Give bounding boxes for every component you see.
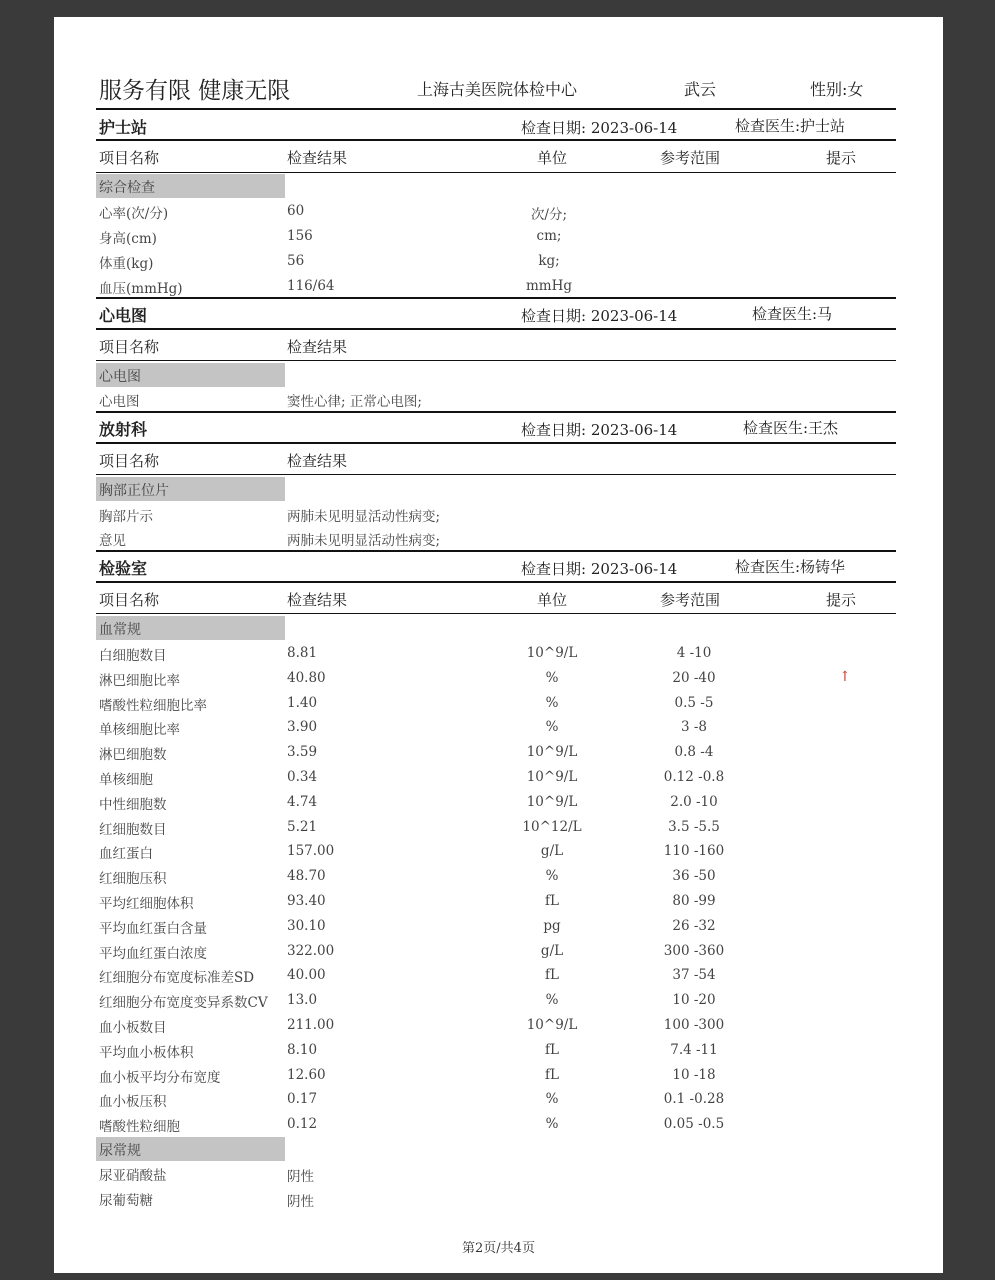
row-result: 8.81 [287,645,318,661]
row-range: 36 -50 [672,868,716,884]
row-result: 13.0 [287,992,318,1008]
section-title-lab: 检验室 [99,559,148,578]
row-result: 48.70 [287,868,326,884]
exam-date: 检查日期: 2023-06-14 [521,119,678,137]
row-unit: 10^9/L [526,769,578,785]
row-result: 3.59 [287,744,318,760]
row-result: 56 [287,253,305,269]
exam-doctor: 检查医生:王杰 [743,419,839,437]
row-unit: % [545,1091,559,1107]
row-unit: fL [545,967,559,983]
divider [96,442,896,444]
row-result: 两肺未见明显活动性病变; [287,509,441,525]
row-range: 3.5 -5.5 [668,819,720,835]
row-unit: % [545,670,559,686]
divider [96,172,896,173]
group-label: 综合检查 [96,174,285,198]
row-unit: fL [545,1042,559,1058]
row-range: 100 -300 [663,1017,725,1033]
divider [96,139,896,141]
row-result: 156 [287,228,313,244]
group-label: 心电图 [96,363,285,387]
row-result: 211.00 [287,1017,335,1033]
row-result: 12.60 [287,1067,326,1083]
exam-date: 检查日期: 2023-06-14 [521,307,678,325]
row-result: 两肺未见明显活动性病变; [287,533,441,549]
row-result: 322.00 [287,943,335,959]
row-range: 20 -40 [672,670,716,686]
group-label: 尿常规 [96,1137,285,1161]
row-name: 血小板平均分布宽度 [99,1070,221,1086]
row-result: 60 [287,203,305,219]
row-range: 2.0 -10 [670,794,718,810]
row-name: 淋巴细胞数 [99,747,167,763]
row-name: 红细胞数目 [99,822,167,838]
row-name: 红细胞压积 [99,871,167,887]
row-range: 37 -54 [672,967,716,983]
column-header-range: 参考范围 [660,591,721,609]
row-unit: g/L [540,843,564,859]
row-range: 10 -18 [672,1067,716,1083]
row-range: 80 -99 [672,893,716,909]
row-name: 尿亚硝酸盐 [99,1168,167,1184]
column-header-result: 检查结果 [287,149,348,167]
row-range: 10 -20 [672,992,716,1008]
row-name: 单核细胞比率 [99,722,180,738]
row-result: 阴性 [287,1194,314,1210]
column-header-unit: 单位 [537,149,568,167]
row-name: 心电图 [99,394,140,410]
column-header-item: 项目名称 [99,591,160,609]
row-name: 平均血红蛋白含量 [99,921,207,937]
group-label: 血常规 [96,616,285,640]
group-label: 胸部正位片 [96,477,285,501]
row-range: 0.12 -0.8 [663,769,725,785]
exam-doctor: 检查医生:马 [752,305,833,323]
row-name: 心率(次/分) [99,206,169,222]
row-range: 26 -32 [672,918,716,934]
row-result: 1.40 [287,695,318,711]
row-result: 0.12 [287,1116,318,1132]
row-flag: ↑ [839,669,851,685]
row-result: 阴性 [287,1169,314,1185]
row-unit: % [545,695,559,711]
row-result: 116/64 [287,278,335,294]
row-range: 7.4 -11 [670,1042,718,1058]
row-range: 3 -8 [680,719,708,735]
exam-doctor: 检查医生:护士站 [735,117,846,135]
column-header-result: 检查结果 [287,338,348,356]
row-unit: 10^9/L [526,645,578,661]
row-range: 0.05 -0.5 [663,1116,725,1132]
row-result: 窦性心律; 正常心电图; [287,394,422,410]
row-range: 0.1 -0.28 [663,1091,725,1107]
row-range: 300 -360 [663,943,725,959]
row-name: 单核细胞 [99,772,153,788]
row-unit: fL [545,893,559,909]
section-title-radiology: 放射科 [99,420,148,439]
row-name: 血压(mmHg) [99,281,183,297]
row-unit: % [545,1116,559,1132]
row-unit: fL [545,1067,559,1083]
row-unit: 10^9/L [526,794,578,810]
row-name: 红细胞分布宽度变异系数CV [99,995,268,1011]
column-header-item: 项目名称 [99,338,160,356]
row-name: 胸部片示 [99,509,153,525]
divider [96,581,896,583]
row-unit: 10^9/L [526,744,578,760]
divider [96,360,896,361]
row-unit: % [545,719,559,735]
row-name: 嗜酸性粒细胞 [99,1119,180,1135]
column-header-flag: 提示 [826,591,857,609]
row-name: 红细胞分布宽度标准差SD [99,970,255,986]
exam-doctor: 检查医生:杨铸华 [735,558,846,576]
divider [96,474,896,475]
row-unit: % [545,992,559,1008]
row-range: 0.8 -4 [674,744,714,760]
row-name: 血红蛋白 [99,846,153,862]
divider [96,108,896,110]
row-result: 93.40 [287,893,326,909]
row-result: 30.10 [287,918,326,934]
row-unit: pg [543,918,561,934]
row-result: 157.00 [287,843,335,859]
column-header-item: 项目名称 [99,149,160,167]
row-name: 白细胞数目 [99,648,167,664]
row-name: 平均血红蛋白浓度 [99,946,207,962]
row-result: 40.00 [287,967,326,983]
row-name: 淋巴细胞比率 [99,673,180,689]
row-unit: g/L [540,943,564,959]
divider [96,613,896,614]
row-unit: kg; [538,253,560,269]
row-result: 5.21 [287,819,318,835]
divider [96,328,896,330]
row-unit: % [545,868,559,884]
row-name: 身高(cm) [99,231,157,247]
row-name: 尿葡萄糖 [99,1193,153,1209]
column-header-range: 参考范围 [660,149,721,167]
row-unit: mmHg [525,278,573,294]
section-title-nurse: 护士站 [99,118,148,137]
row-name: 血小板压积 [99,1094,167,1110]
row-name: 平均红细胞体积 [99,896,194,912]
column-header-result: 检查结果 [287,591,348,609]
row-result: 4.74 [287,794,318,810]
slogan: 服务有限 健康无限 [99,78,291,104]
row-name: 血小板数目 [99,1020,167,1036]
row-result: 0.17 [287,1091,318,1107]
hospital-name: 上海古美医院体检中心 [417,80,578,99]
divider [96,411,896,413]
row-name: 嗜酸性粒细胞比率 [99,698,207,714]
column-header-flag: 提示 [826,149,857,167]
page-number: 第2页/共4页 [462,1241,535,1256]
row-unit: 10^9/L [526,1017,578,1033]
patient-name: 武云 [684,80,717,99]
section-title-ecg: 心电图 [99,306,148,325]
exam-date: 检查日期: 2023-06-14 [521,560,678,578]
row-unit: 次/分; [530,207,568,223]
row-result: 0.34 [287,769,318,785]
divider [96,550,896,552]
column-header-item: 项目名称 [99,452,160,470]
row-name: 意见 [99,533,126,549]
column-header-unit: 单位 [537,591,568,609]
row-name: 中性细胞数 [99,797,167,813]
row-unit: 10^12/L [522,819,582,835]
row-range: 0.5 -5 [674,695,714,711]
row-range: 110 -160 [663,843,725,859]
patient-gender: 性别:女 [810,80,864,99]
row-result: 40.80 [287,670,326,686]
row-unit: cm; [536,228,562,244]
row-range: 4 -10 [676,645,712,661]
column-header-result: 检查结果 [287,452,348,470]
exam-date: 检查日期: 2023-06-14 [521,421,678,439]
row-result: 3.90 [287,719,318,735]
row-name: 平均血小板体积 [99,1045,194,1061]
divider [96,297,896,299]
report-page [54,17,943,1273]
row-result: 8.10 [287,1042,318,1058]
row-name: 体重(kg) [99,256,154,272]
